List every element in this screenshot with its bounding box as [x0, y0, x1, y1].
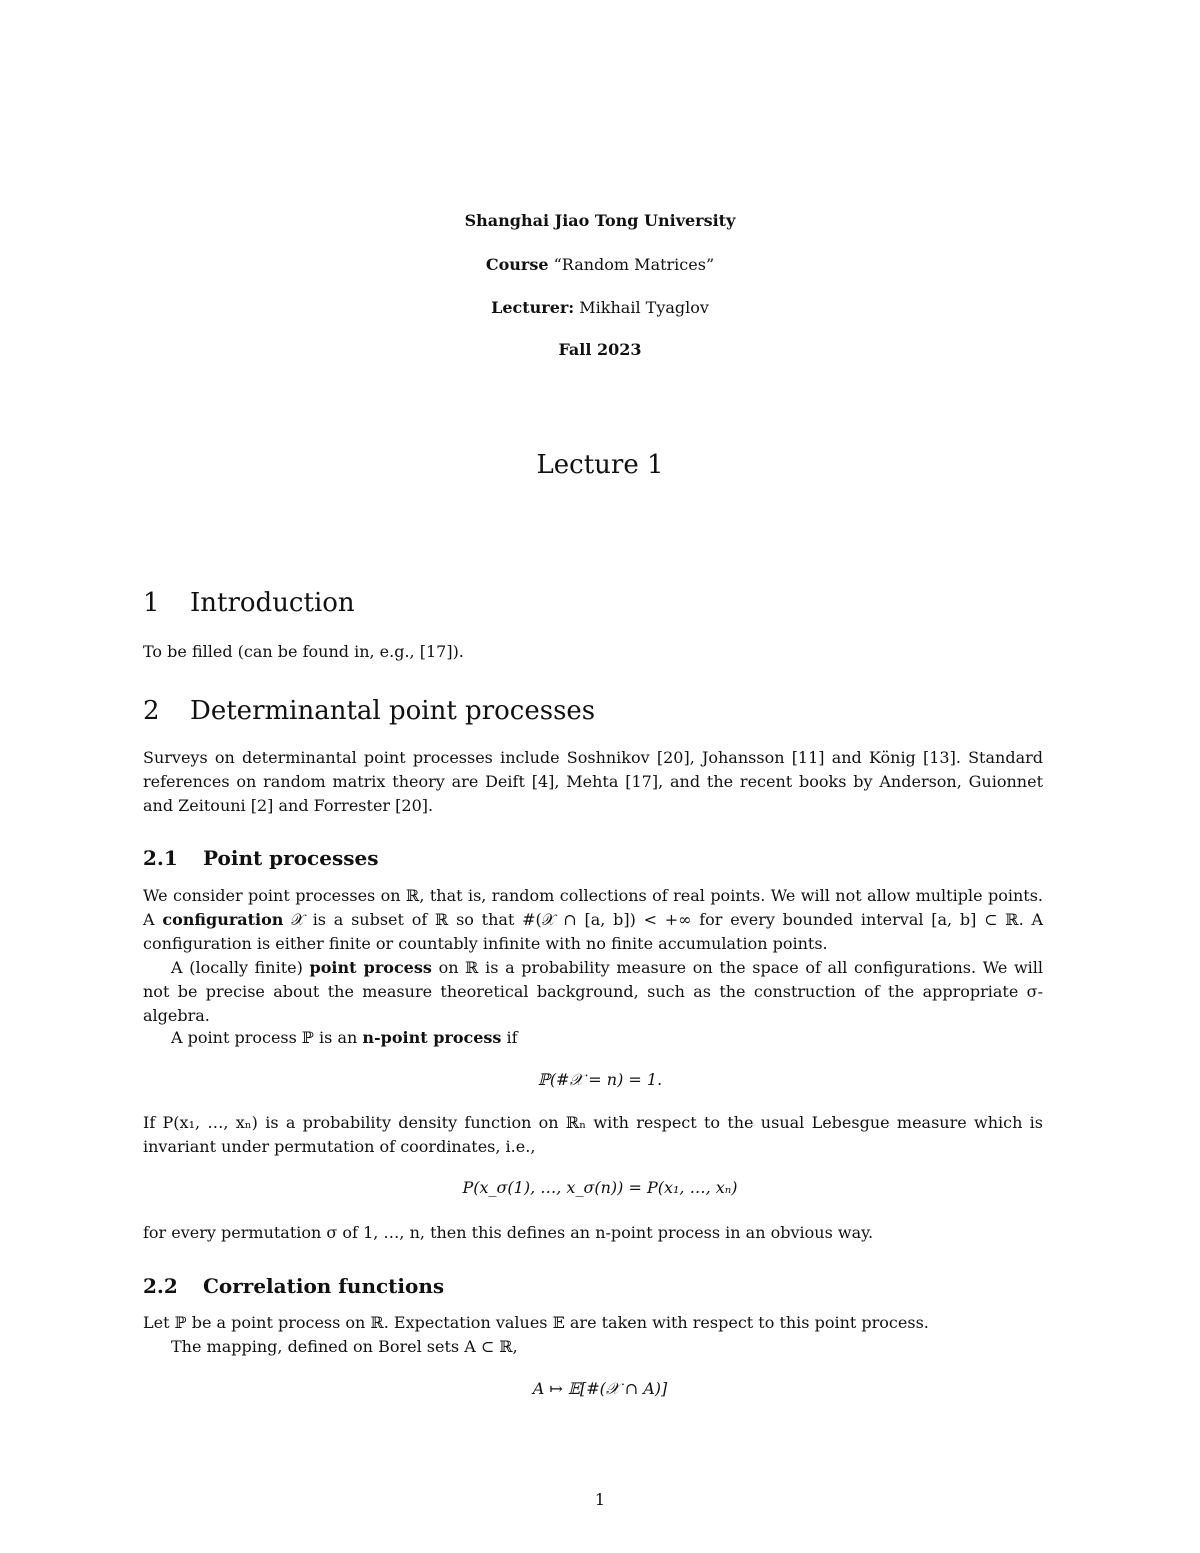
- section-title: Introduction: [190, 588, 355, 618]
- text-run: on ℝ is a probability measure on the space of all configurations. We will not be precise about the measure theoretical background, such as the construction of the appropriate σ-algebra.: [143, 958, 1044, 1025]
- text-run: A point process ℙ is an: [171, 1028, 358, 1047]
- section-title: Determinantal point processes: [190, 696, 596, 726]
- defined-term: configuration: [162, 910, 284, 929]
- paragraph-point-process: [143, 956, 1043, 1028]
- equation-permutation: P(x_σ(1), …, x_σ(n)) = P(x₁, …, xₙ): [462, 1178, 738, 1197]
- text-run: We consider point processes on ℝ, that is, random collections of real points. We will not allow multiple points. A: [143, 886, 1043, 929]
- subsection-title: Correlation functions: [203, 1274, 445, 1298]
- paragraph-mapping: The mapping, defined on Borel sets A ⊂ ℝ,: [171, 1337, 518, 1356]
- subsection-number: 2.2: [143, 1274, 178, 1298]
- section-2-heading: [143, 696, 595, 726]
- term-text: Fall 2023: [558, 340, 642, 359]
- equation-n-point: ℙ(#𝒳 = n) = 1.: [537, 1070, 663, 1089]
- paragraph-density: If P(x₁, …, xₙ) is a probability density function on ℝₙ with respect to the usual Lebesgue measure which is invariant under permutation of coordinates, i.e.,: [143, 1113, 1043, 1156]
- subsection-number: 2.1: [143, 846, 178, 870]
- section-number: 1: [143, 588, 160, 618]
- paragraph-configuration: [143, 884, 1043, 956]
- text-run: 𝒳 is a subset of ℝ so that #(𝒳 ∩ [a, b]) < +∞ for every bounded interval [a, b] ⊂ ℝ. A configuration is either finite or countably infinite with no finite accumulation points.: [143, 910, 1043, 953]
- paragraph-permutation: for every permutation σ of 1, …, n, then this defines an n-point process in an obvious way.: [143, 1223, 874, 1242]
- section-1-heading: [143, 588, 355, 618]
- defined-term: point process: [309, 958, 432, 977]
- lecturer-line: [0, 298, 1200, 317]
- section-2-text: Surveys on determinantal point processes include Soshnikov [20], Johansson [11] and König [13]. Standard references on random matrix theory are Deift [4], Mehta [17], and the recent books by Anderson, Guionnet and Zeitouni [2] and Forrester [20].: [143, 748, 1043, 815]
- lecturer-label: Lecturer:: [491, 298, 575, 317]
- paragraph-expectation: Let ℙ be a point process on ℝ. Expectation values 𝔼 are taken with respect to this point process.: [143, 1313, 929, 1332]
- subsection-2-1-heading: [143, 846, 378, 870]
- university-text: Shanghai Jiao Tong University: [464, 211, 736, 230]
- subsection-2-2-heading: [143, 1274, 444, 1298]
- section-1-text: To be filled (can be found in, e.g., [17]).: [143, 642, 464, 661]
- lecturer-name: Mikhail Tyaglov: [579, 298, 709, 317]
- page-number: 1: [594, 1490, 606, 1509]
- text-run: A (locally finite): [171, 958, 303, 977]
- text-run: if: [506, 1028, 518, 1047]
- subsection-title: Point processes: [203, 846, 379, 870]
- equation-mapping: A ↦ 𝔼[#(𝒳 ∩ A)]: [532, 1379, 668, 1398]
- course-line: [0, 255, 1200, 274]
- section-number: 2: [143, 696, 160, 726]
- defined-term: n-point process: [362, 1028, 502, 1047]
- term: [0, 340, 1200, 359]
- course-label: Course: [485, 255, 549, 274]
- university-name: [0, 211, 1200, 230]
- lecture-title: Lecture 1: [536, 450, 664, 480]
- course-name: “Random Matrices”: [553, 255, 715, 274]
- paragraph-n-point: [143, 1026, 1043, 1050]
